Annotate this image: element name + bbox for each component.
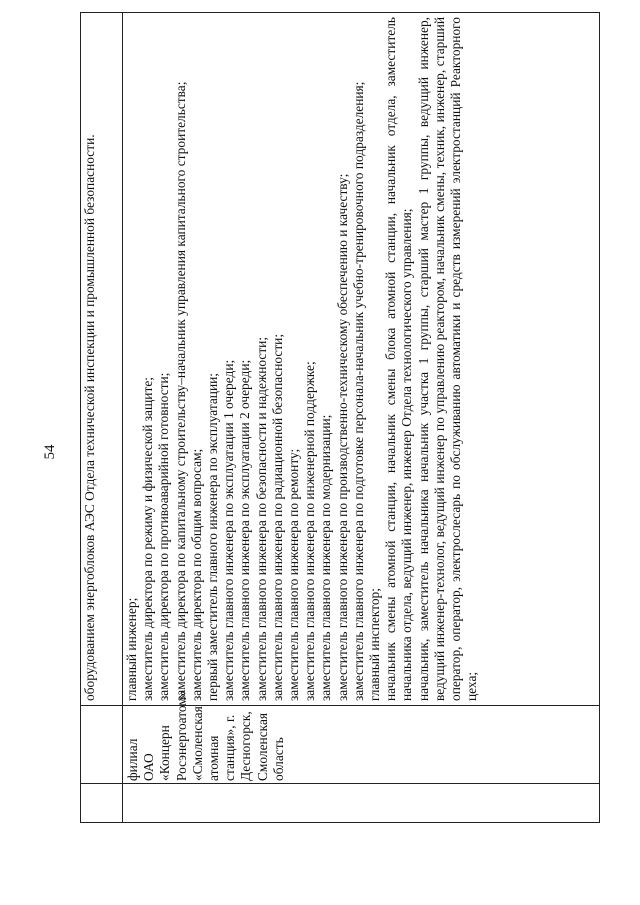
position-item: заместитель главного инженера по радиационной безопасности; bbox=[269, 333, 285, 701]
number-cell bbox=[81, 784, 123, 823]
page-number: 54 bbox=[42, 444, 58, 460]
table-row bbox=[81, 13, 123, 823]
position-item: заместитель директора по общим вопросам; bbox=[188, 448, 204, 701]
position-item: заместитель главного инженера по эксплуатации 2 очереди; bbox=[237, 359, 253, 701]
position-item: заместитель директора по противоаварийной готовности; bbox=[156, 372, 172, 701]
continuation-text: оборудованием энергоблоков АЭС Отдела технической инспекции и промышленной безопасности. bbox=[82, 134, 97, 701]
organization-cell-empty bbox=[81, 706, 123, 784]
position-item: заместитель главного инженера по безопасности и надежности; bbox=[253, 336, 269, 701]
organization-cell bbox=[123, 690, 600, 784]
rotated-table-container bbox=[80, 16, 600, 823]
position-item: заместитель главного инженера по эксплуатации 1 очереди; bbox=[221, 359, 237, 701]
position-item: начальник смены атомной станции, начальник смены блока атомной станции, начальник отдела, заместитель начальника отдела, ведущий инженер, инженер Отдела технологического управления; bbox=[383, 17, 415, 701]
position-item: главный инспектор; bbox=[367, 588, 383, 701]
position-item: заместитель директора по капитальному строительству–начальник управления капитального строительства; bbox=[172, 81, 188, 701]
positions-table bbox=[80, 12, 600, 823]
position-item: заместитель главного инженера по ремонту; bbox=[286, 448, 302, 701]
position-item: заместитель главного инженера по инженерной поддержке; bbox=[302, 361, 318, 701]
number-cell bbox=[123, 784, 600, 823]
organization-name: филиал ОАО «Концерн Росэнергоатом» «Смоленская атомная станция», г. Десногорск, Смоленская область bbox=[125, 690, 286, 781]
position-item: заместитель главного инженера по модернизации; bbox=[318, 414, 334, 701]
position-item: заместитель директора по режиму и физической защите; bbox=[140, 377, 156, 701]
position-item: главный инженер; bbox=[124, 597, 139, 701]
continuation-cell bbox=[81, 13, 123, 706]
position-item: заместитель главного инженера по производственно-техническому обеспечению и качеству; bbox=[334, 173, 350, 701]
table-row bbox=[123, 13, 600, 823]
positions-cell bbox=[123, 13, 600, 706]
position-item: первый заместитель главного инженера по эксплуатации; bbox=[205, 373, 221, 701]
position-item: заместитель главного инженера по подготовке персонала-начальник учебно-тренировочного подразделения; bbox=[350, 81, 366, 701]
position-item: начальник, заместитель начальника начальник участка 1 группы, старший мастер 1 группы, ведущий инженер, ведущий инженер-технолог, ведущий инженер по управлению реактором, начальник смены, техник, инженер, старший оператор, оператор, электрослесарь по обслуживанию автоматики и средств измерений электростанций Реакторного цеха; bbox=[415, 17, 480, 701]
positions-list bbox=[123, 13, 481, 705]
